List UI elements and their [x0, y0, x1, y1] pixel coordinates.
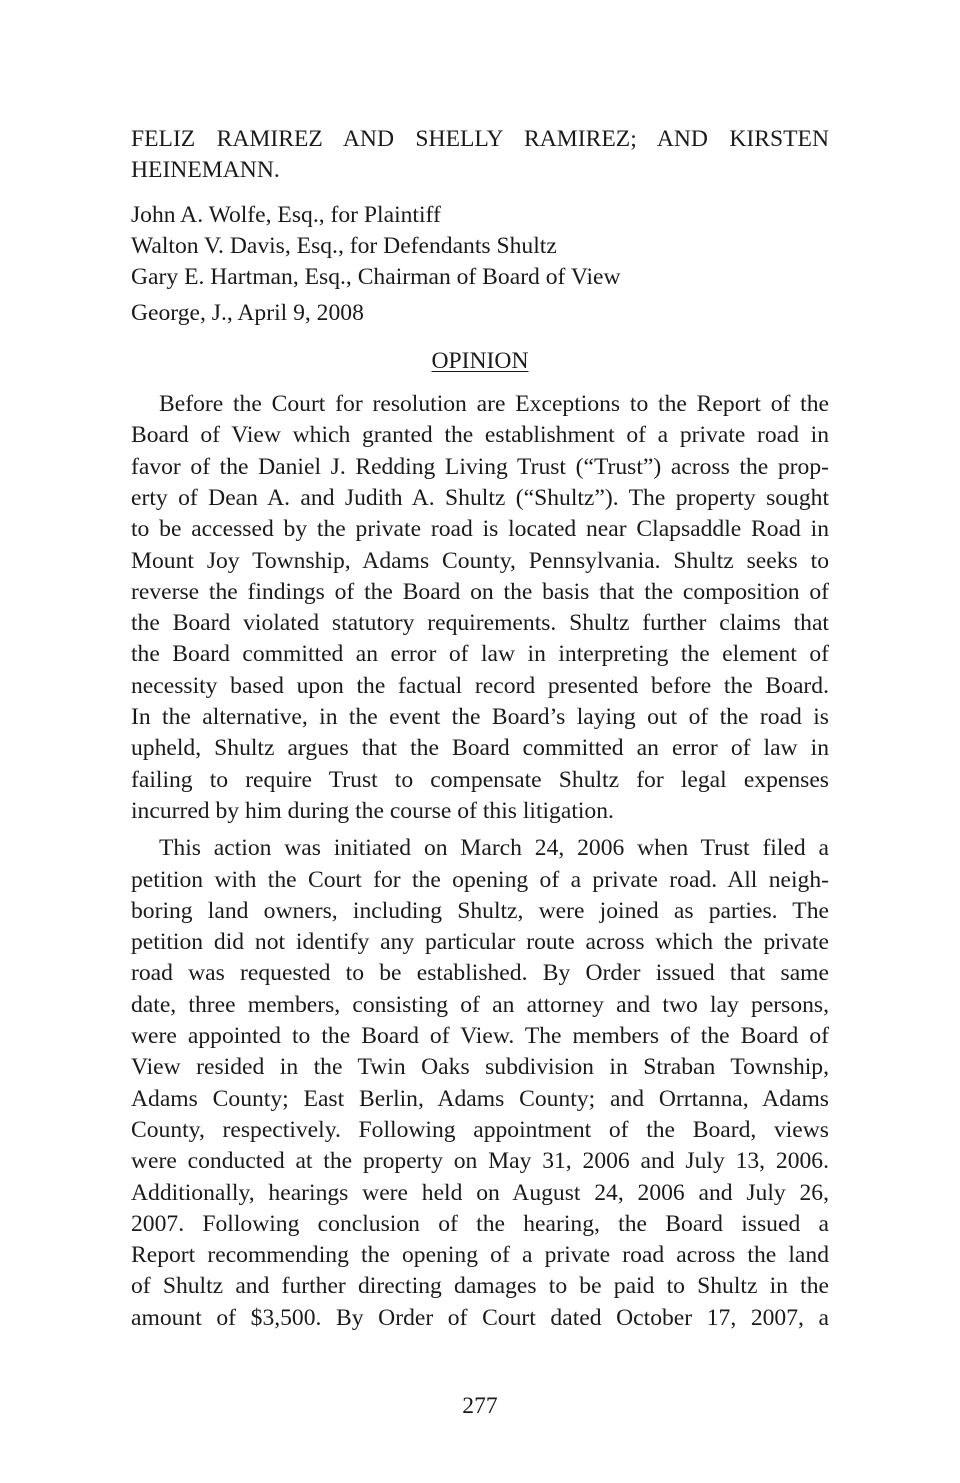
paragraph-line: petition did not identify any particular route across which the private: [131, 929, 829, 956]
paragraph-line: County, respectively. Following appointment of the Board, views: [131, 1116, 829, 1143]
judge-and-date: George, J., April 9, 2008: [131, 300, 364, 327]
paragraph-line: Adams County; East Berlin, Adams County; and Orrtanna, Adams: [131, 1085, 829, 1112]
paragraph-line: date, three members, consisting of an attorney and two lay persons,: [131, 991, 829, 1018]
paragraph-line: were conducted at the property on May 31, 2006 and July 13, 2006.: [131, 1148, 829, 1175]
counsel-defendants: Walton V. Davis, Esq., for Defendants Shultz: [131, 232, 557, 259]
opinion-page: [131, 124, 829, 1334]
paragraph-line: In the alternative, in the event the Board’s laying out of the road is: [131, 704, 829, 731]
paragraph-line: 2007. Following conclusion of the hearing, the Board issued a: [131, 1210, 829, 1237]
paragraph-line: boring land owners, including Shultz, were joined as parties. The: [131, 897, 829, 924]
paragraph-line: failing to require Trust to compensate Shultz for legal expenses: [131, 766, 829, 793]
counsel-list: [131, 200, 829, 294]
paragraph-line: This action was initiated on March 24, 2006 when Trust filed a: [159, 835, 829, 862]
case-caption: [131, 124, 829, 187]
paragraph-line: the Board committed an error of law in interpreting the element of: [131, 641, 829, 668]
page-number: 277: [462, 1393, 498, 1419]
paragraph-1: [131, 389, 829, 827]
paragraph-line: upheld, Shultz argues that the Board committed an error of law in: [131, 735, 829, 762]
paragraph-line: amount of $3,500. By Order of Court dated October 17, 2007, a: [131, 1304, 829, 1331]
paragraph-line: erty of Dean A. and Judith A. Shultz (“Shultz”). The property sought: [131, 484, 829, 511]
opinion-heading: [131, 346, 829, 377]
paragraph-line: Report recommending the opening of a private road across the land: [131, 1242, 829, 1269]
paragraph-line: Before the Court for resolution are Exceptions to the Report of the: [159, 391, 829, 418]
board-chairman: Gary E. Hartman, Esq., Chairman of Board of View: [131, 264, 621, 291]
paragraph-line: the Board violated statutory requirements. Shultz further claims that: [131, 610, 829, 637]
caption-line: FELIZ RAMIREZ AND SHELLY RAMIREZ; AND KIRSTEN: [131, 126, 829, 152]
paragraph-2: [131, 833, 829, 1334]
opinion-heading-text: OPINION: [431, 347, 529, 374]
paragraph-line: incurred by him during the course of this litigation.: [131, 797, 614, 824]
paragraph-line: Additionally, hearings were held on August 24, 2006 and July 26,: [131, 1179, 829, 1206]
caption-line: HEINEMANN.: [131, 157, 280, 184]
paragraph-line: of Shultz and further directing damages to be paid to Shultz in the: [131, 1273, 829, 1300]
paragraph-line: petition with the Court for the opening of a private road. All neigh-: [131, 866, 829, 893]
paragraph-line: favor of the Daniel J. Redding Living Trust (“Trust”) across the prop-: [131, 453, 829, 480]
paragraph-line: were appointed to the Board of View. The members of the Board of: [131, 1023, 829, 1050]
counsel-plaintiff: John A. Wolfe, Esq., for Plaintiff: [131, 201, 441, 228]
paragraph-line: reverse the findings of the Board on the basis that the composition of: [131, 578, 829, 605]
paragraph-line: necessity based upon the factual record presented before the Board.: [131, 672, 829, 699]
paragraph-line: road was requested to be established. By Order issued that same: [131, 960, 829, 987]
paragraph-line: to be accessed by the private road is located near Clapsaddle Road in: [131, 516, 829, 543]
paragraph-line: Board of View which granted the establishment of a private road in: [131, 422, 829, 449]
paragraph-line: View resided in the Twin Oaks subdivision in Straban Township,: [131, 1054, 829, 1081]
paragraph-line: Mount Joy Township, Adams County, Pennsylvania. Shultz seeks to: [131, 547, 829, 574]
